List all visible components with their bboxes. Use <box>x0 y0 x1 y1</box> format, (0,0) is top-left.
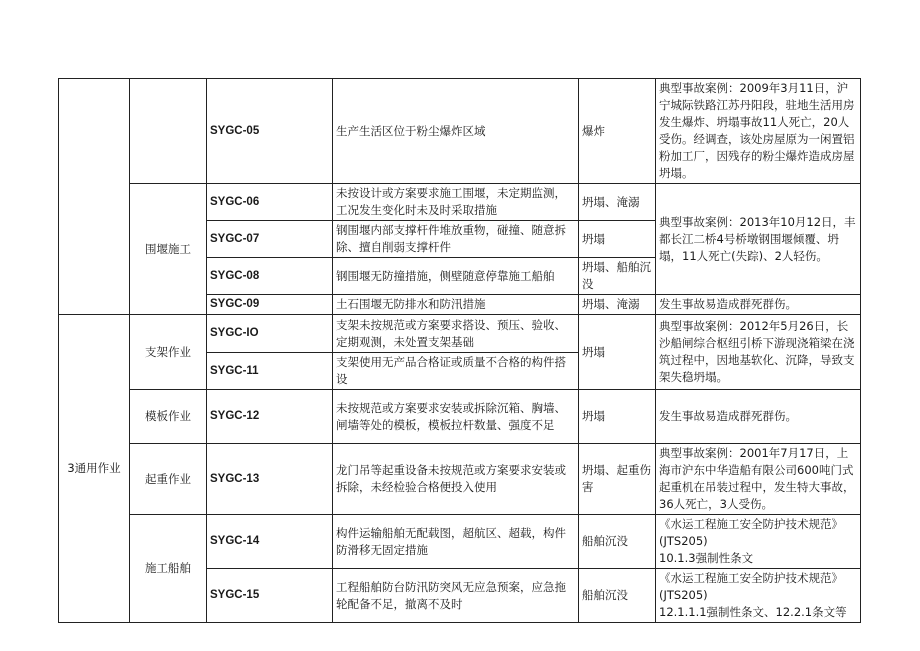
risk-code: SYGC-11 <box>207 353 333 390</box>
consequence: 爆炸 <box>579 79 656 184</box>
consequence: 坍塌、淹溺 <box>579 184 656 221</box>
risk-code: SYGC-15 <box>207 569 333 623</box>
accident-case: 典型事故案例：2013年10月12日，丰都长江二桥4号桥墩钢围堰倾覆、坍塌，11人死亡(失踪)、2人轻伤。 <box>656 184 861 295</box>
risk-description: 未按设计或方案要求施工围堰，未定期监测，工况发生变化时未及时采取措施 <box>333 184 579 221</box>
risk-description: 生产生活区位于粉尘爆炸区域 <box>333 79 579 184</box>
table-row <box>59 79 861 184</box>
risk-description: 支架未按规范或方案要求搭设、预压、验收、定期观测，未处置支架基础 <box>333 315 579 353</box>
consequence: 坍塌、起重伤害 <box>579 444 656 515</box>
consequence: 船舶沉没 <box>579 569 656 623</box>
risk-code: SYGC-12 <box>207 390 333 444</box>
risk-description: 工程船舶防台防汛防突风无应急预案，应急拖轮配备不足，撤离不及时 <box>333 569 579 623</box>
table-row <box>59 444 861 515</box>
subcategory-cofferdam: 围堰施工 <box>130 184 207 315</box>
standard-reference: 《水运工程施工安全防护技术规范》(JTS205) <box>659 517 843 548</box>
table-row <box>59 184 861 221</box>
risk-table <box>58 78 861 623</box>
consequence: 坍塌 <box>579 221 656 258</box>
consequence: 船舶沉没 <box>579 515 656 569</box>
table-row <box>59 515 861 569</box>
table-row <box>59 315 861 353</box>
subcategory-cell-empty <box>130 79 207 184</box>
standard-clause: 12.1.1.1强制性条文、12.2.1条文等 <box>659 605 847 619</box>
consequence: 坍塌 <box>579 315 656 390</box>
table-row <box>59 390 861 444</box>
risk-description: 构件运输船舶无配载图，超航区、超载，构件防滑移无固定措施 <box>333 515 579 569</box>
accident-case: 典型事故案例：2012年5月26日，长沙船闸综合枢纽引桥下游现浇箱梁在浇筑过程中，因地基软化、沉降，导致支架失稳坍塌。 <box>656 315 861 390</box>
risk-code: SYGC-09 <box>207 295 333 315</box>
risk-description: 土石围堰无防排水和防汛措施 <box>333 295 579 315</box>
risk-description: 钢围堰无防撞措施，侧壁随意停靠施工船舶 <box>333 258 579 295</box>
accident-case: 典型事故案例：2009年3月11日，沪宁城际铁路江苏丹阳段，驻地生活用房发生爆炸、坍塌事故11人死亡，20人受伤。经调查，该处房屋原为一闲置铝粉加工厂，因残存的粉尘爆炸造成房屋坍塌。 <box>656 79 861 184</box>
subcategory-vessel: 施工船舶 <box>130 515 207 623</box>
risk-code: SYGC-06 <box>207 184 333 221</box>
risk-code: SYGC-IO <box>207 315 333 353</box>
risk-description: 支架使用无产品合格证或质量不合格的构件搭设 <box>333 353 579 390</box>
risk-code: SYGC-08 <box>207 258 333 295</box>
consequence: 坍塌 <box>579 390 656 444</box>
risk-description: 龙门吊等起重设备未按规范或方案要求安装或拆除，未经检验合格便投入使用 <box>333 444 579 515</box>
subcategory-support: 支架作业 <box>130 315 207 390</box>
consequence: 坍塌、淹溺 <box>579 295 656 315</box>
subcategory-lifting: 起重作业 <box>130 444 207 515</box>
main-category-cell-empty <box>59 79 130 315</box>
accident-case: 发生事故易造成群死群伤。 <box>656 390 861 444</box>
risk-code: SYGC-14 <box>207 515 333 569</box>
main-category: 3通用作业 <box>59 315 130 623</box>
risk-code: SYGC-13 <box>207 444 333 515</box>
consequence: 坍塌、船舶沉没 <box>579 258 656 295</box>
subcategory-formwork: 模板作业 <box>130 390 207 444</box>
accident-case <box>656 569 861 623</box>
accident-case <box>656 515 861 569</box>
risk-description: 未按规范或方案要求安装或拆除沉箱、胸墙、闸墙等处的模板，模板拉杆数量、强度不足 <box>333 390 579 444</box>
risk-code: SYGC-05 <box>207 79 333 184</box>
risk-description: 钢围堰内部支撑杆件堆放重物，碰撞、随意拆除、擅自削弱支撑杆件 <box>333 221 579 258</box>
accident-case: 典型事故案例：2001年7月17日，上海市沪东中华造船有限公司600吨门式起重机在吊装过程中，发生特大事故，36人死亡，3人受伤。 <box>656 444 861 515</box>
standard-clause: 10.1.3强制性条文 <box>659 551 754 565</box>
accident-case: 发生事故易造成群死群伤。 <box>656 295 861 315</box>
risk-code: SYGC-07 <box>207 221 333 258</box>
standard-reference: 《水运工程施工安全防护技术规范》(JTS205) <box>659 571 843 602</box>
